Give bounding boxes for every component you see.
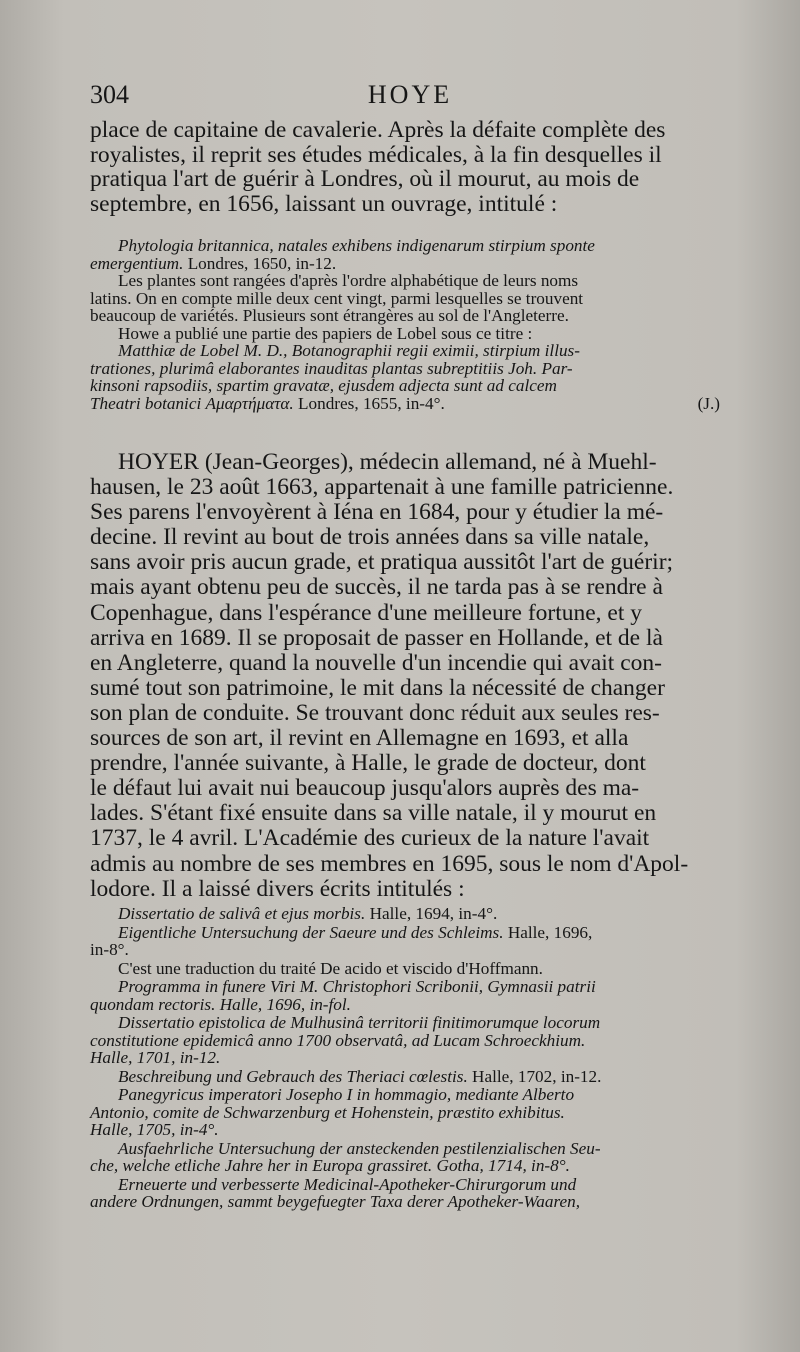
top-paragraph xyxy=(90,118,740,216)
work-continuation: Antonio, comite de Schwarzenburg et Hohenstein, præstito exhibitus. xyxy=(90,1102,565,1122)
work-continuation: che, welche etliche Jahre her in Europa grassiret. Gotha, 1714, in-8°. xyxy=(90,1156,570,1175)
work-title: Panegyricus imperatori Josepho I in hommagio, mediante Alberto xyxy=(118,1085,575,1104)
text-line: Ses parens l'envoyèrent à Iéna en 1684, pour y étudier la mé- xyxy=(90,499,664,526)
bibliography-entry xyxy=(90,978,740,1013)
text-line: pratiqua l'art de guérir à Londres, où il mourut, au mois de xyxy=(90,166,640,193)
work-title: Programma in funere Viri M. Christophori Scribonii, Gymnasii patrii xyxy=(118,977,596,996)
work-publication: Halle, 1702, in-12. xyxy=(467,1066,602,1086)
work-title: Matthiæ de Lobel M. D., Botanographii regii eximii, stirpium illus- xyxy=(118,341,580,360)
text-line: le défaut lui avait nui beaucoup jusqu'alors auprès des ma- xyxy=(90,775,640,802)
work-title: Phytologia britannica, natales exhibens indigenarum stirpium sponte xyxy=(118,236,595,255)
work-continuation: andere Ordnungen, sammt beygefuegter Taxa derer Apotheker-Waaren, xyxy=(90,1192,581,1211)
text-line: en Angleterre, quand la nouvelle d'un incendie qui avait con- xyxy=(90,649,662,676)
text-line: sources de son art, il revint en Allemagne en 1693, et alla xyxy=(90,725,629,752)
text-line: hausen, le 23 août 1663, appartenait à une famille patricienne. xyxy=(90,474,674,501)
work-title: Ausfaehrliche Untersuchung der ansteckenden pestilenzialischen Seu- xyxy=(118,1138,601,1158)
text-line: Howe a publié une partie des papiers de Lobel sous ce titre : xyxy=(118,323,533,343)
bibliography-entry xyxy=(90,1140,740,1175)
work-continuation: Halle, 1705, in-4°. xyxy=(90,1120,219,1139)
work-title-cont: trationes, plurimâ elaborantes inauditas plantas subreptitiis Joh. Par- xyxy=(90,358,573,378)
text-line: 1737, le 4 avril. L'Académie des curieux de la nature l'avait xyxy=(90,825,650,852)
work-title: Beschreibung und Gebrauch des Theriaci cœlestis. xyxy=(118,1066,468,1086)
text-line: prendre, l'année suivante, à Halle, le grade de docteur, dont xyxy=(90,750,646,777)
work-continuation: in-8°. xyxy=(90,940,129,959)
bibliography-entry xyxy=(90,1086,740,1139)
work-publication: Halle, 1694, in-4°. xyxy=(365,904,498,923)
text-line: Copenhague, dans l'espérance d'une meilleure fortune, et y xyxy=(90,599,643,626)
bibliography-entry xyxy=(90,905,740,923)
text-line: place de capitaine de cavalerie. Après la défaite complète des xyxy=(90,117,666,143)
text-line: admis au nombre de ses membres en 1695, sous le nom d'Apol- xyxy=(90,850,689,877)
work-publication: Londres, 1655, in-4°. xyxy=(293,393,445,413)
bibliography-entry xyxy=(90,1068,740,1086)
text-line: HOYER (Jean-Georges), médecin allemand, né à Muehl- xyxy=(118,449,657,475)
text-line: lodore. Il a laissé divers écrits intitulés : xyxy=(90,875,465,902)
author-initial: (J.) xyxy=(697,393,720,413)
work-publication: Londres, 1650, in-12. xyxy=(183,253,337,273)
hoyer-paragraph xyxy=(90,450,740,902)
bibliography-entry xyxy=(90,960,740,978)
text-line: latins. On en compte mille deux cent vingt, parmi lesquelles se trouvent xyxy=(90,288,584,308)
work-title: Erneuerte und verbesserte Medicinal-Apotheker-Chirurgorum und xyxy=(118,1174,577,1194)
works-list xyxy=(90,905,740,1212)
work-continuation: constitutione epidemicâ anno 1700 observatâ, ad Lucam Schroeckhium. xyxy=(90,1030,586,1050)
bibliography-entry xyxy=(90,1176,740,1211)
bibliography-entry xyxy=(90,1014,740,1067)
work-continuation: quondam rectoris. Halle, 1696, in-fol. xyxy=(90,994,351,1014)
work-title-cont: Theatri botanici Αμαρτήματα. xyxy=(90,393,294,413)
text-line: beaucoup de variétés. Plusieurs sont étrangères au sol de l'Angleterre. xyxy=(90,306,569,325)
running-head: HOYE xyxy=(367,80,453,109)
text-line: son plan de conduite. Se trouvant donc réduit aux seules res- xyxy=(90,699,660,726)
work-publication: Halle, 1696, xyxy=(503,922,593,942)
text-line: mais ayant obtenu peu de succès, il ne tarda pas à se rendre à xyxy=(90,574,663,601)
text-line: arriva en 1689. Il se proposait de passer en Hollande, et de là xyxy=(90,624,663,651)
bibliography-entry xyxy=(90,924,740,959)
text-line: septembre, en 1656, laissant un ouvrage, intitulé : xyxy=(90,190,558,217)
work-publication: C'est une traduction du traité De acido et viscido d'Hoffmann. xyxy=(118,958,543,978)
text-line: Les plantes sont rangées d'après l'ordre alphabétique de leurs noms xyxy=(118,271,579,290)
text-line: sans avoir pris aucun grade, et pratiqua aussitôt l'art de guérir; xyxy=(90,549,674,576)
text-line: lades. S'étant fixé ensuite dans sa ville natale, il y mourut en xyxy=(90,800,657,827)
page-header xyxy=(90,80,730,114)
work-title: Dissertatio de salivâ et ejus morbis. xyxy=(118,904,366,923)
text-line: sumé tout son patrimoine, le mit dans la nécessité de changer xyxy=(90,674,665,701)
work-title: Dissertatio epistolica de Mulhusinâ territorii finitimorumque locorum xyxy=(118,1013,601,1032)
text-line: decine. Il revint au bout de trois années dans sa ville natale, xyxy=(90,524,650,551)
work-title-cont: kinsoni rapsodiis, spartim gravatæ, ejusdem adjecta sunt ad calcem xyxy=(90,376,557,395)
howe-notes xyxy=(90,233,740,412)
work-title-cont: emergentium. xyxy=(90,253,184,273)
work-continuation: Halle, 1701, in-12. xyxy=(90,1048,221,1067)
page-number: 304 xyxy=(90,80,129,109)
text-line: royalistes, il reprit ses études médicales, à la fin desquelles il xyxy=(90,141,662,168)
work-title: Eigentliche Untersuchung der Saeure und des Schleims. xyxy=(118,922,504,942)
